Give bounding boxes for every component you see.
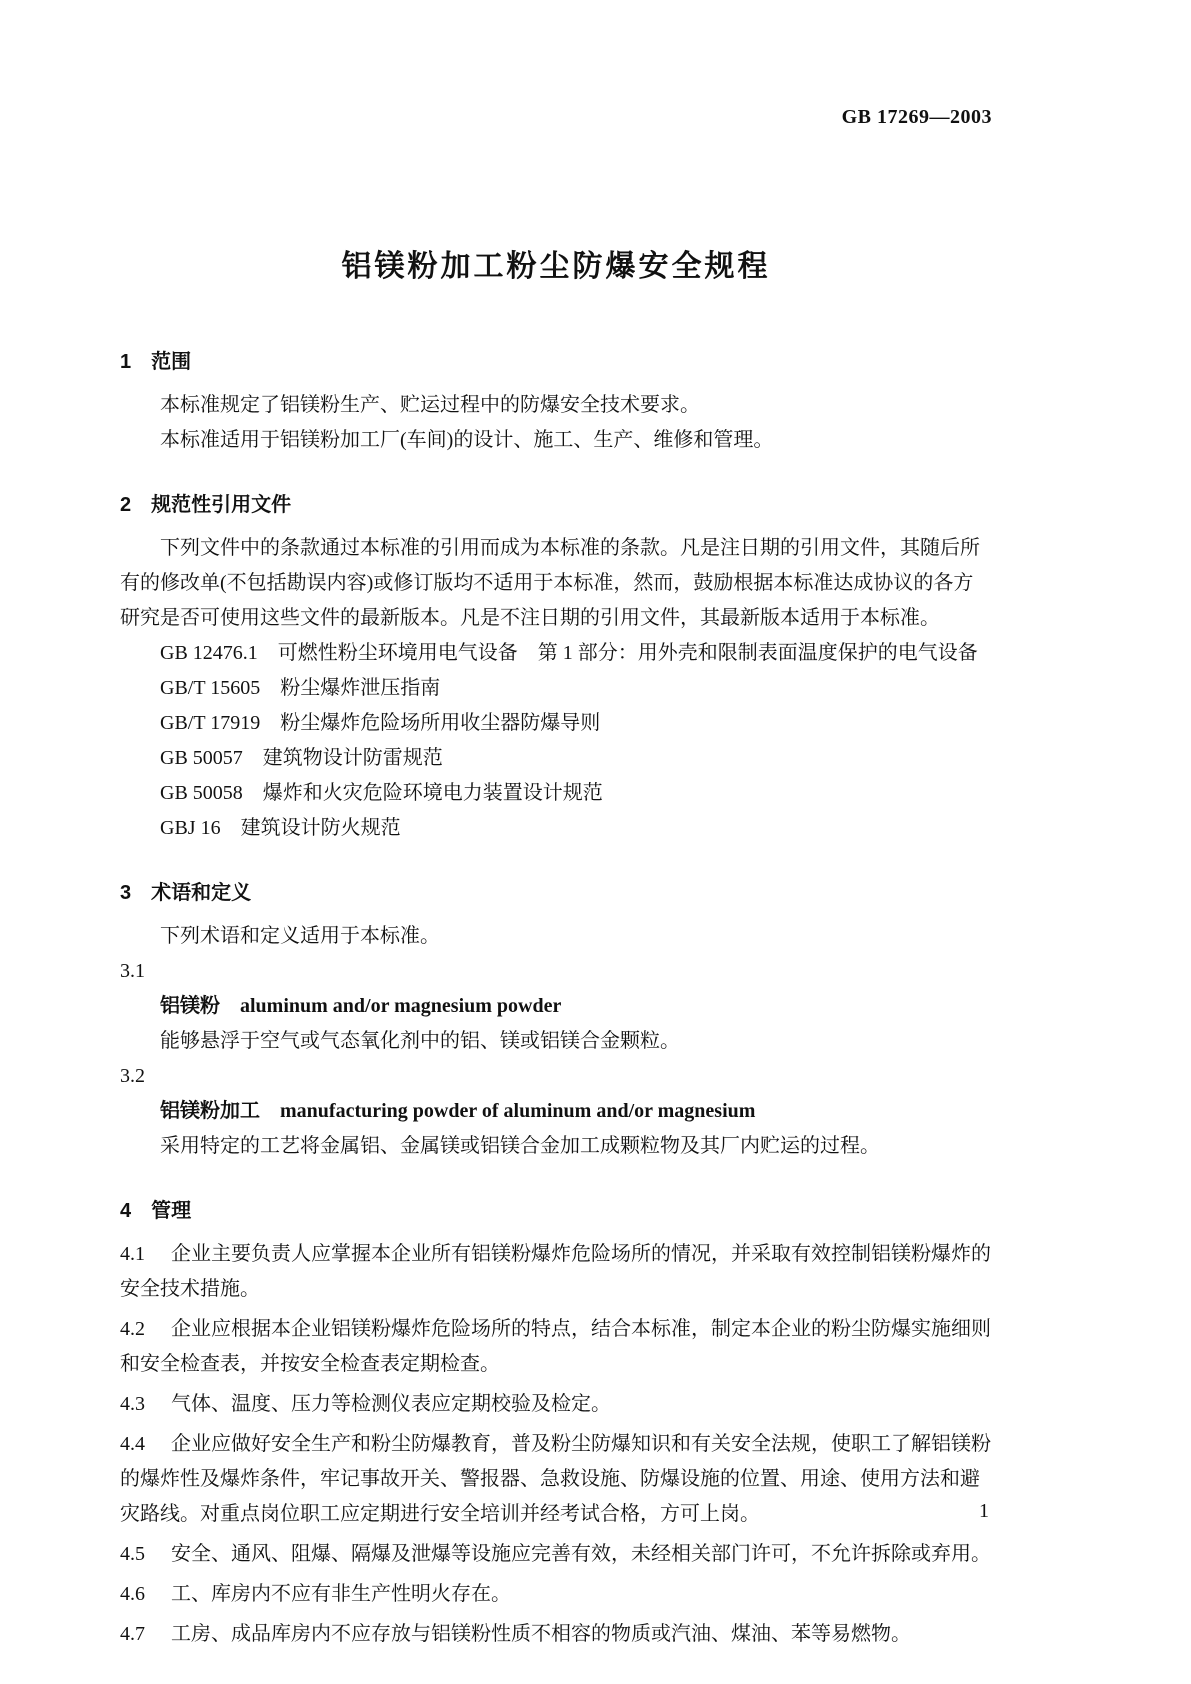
clause-text: 企业应根据本企业铝镁粉爆炸危险场所的特点，结合本标准，制定本企业的粉尘防爆实施细则和安全检查表，并按安全检查表定期检查。 [120, 1318, 991, 1375]
section-3-heading [120, 876, 992, 905]
section-4-title: 管理 [151, 1200, 192, 1222]
clause-number: 4.2 [120, 1318, 145, 1340]
document-title: 铝镁粉加工粉尘防爆安全规程 [341, 250, 771, 283]
term-title: 铝镁粉加工 manufacturing powder of aluminum and/or magnesium [160, 1100, 756, 1122]
clause-4-7 [120, 1617, 992, 1652]
page-number: 1 [979, 1500, 989, 1522]
clause-number: 4.1 [120, 1243, 145, 1265]
section-4-number: 4 [120, 1200, 132, 1222]
clause-4-1 [120, 1237, 992, 1307]
section-2-title: 规范性引用文件 [151, 494, 292, 516]
term-definition: 能够悬浮于空气或气态氧化剂中的铝、镁或铝镁合金颗粒。 [160, 1030, 680, 1052]
reference-item: GBJ 16 建筑设计防火规范 [160, 817, 401, 839]
clause-text: 工、库房内不应有非生产性明火存在。 [171, 1583, 511, 1605]
clause-number: 4.7 [120, 1623, 145, 1645]
reference-item: GB/T 15605 粉尘爆炸泄压指南 [160, 677, 441, 699]
reference-list [120, 636, 992, 846]
clause-text: 工房、成品库房内不应存放与铝镁粉性质不相容的物质或汽油、煤油、苯等易燃物。 [171, 1623, 911, 1645]
clause-4-6 [120, 1577, 992, 1612]
section-3-title: 术语和定义 [151, 882, 252, 904]
clause-4-4 [120, 1427, 992, 1532]
section-1-title: 范围 [151, 351, 192, 373]
section-3-number: 3 [120, 882, 132, 904]
clause-4-2 [120, 1312, 992, 1382]
section-1-paragraph: 本标准规定了铝镁粉生产、贮运过程中的防爆安全技术要求。 [160, 394, 700, 416]
section-4-heading [120, 1194, 992, 1223]
reference-item: GB 12476.1 可燃性粉尘环境用电气设备 第 1 部分：用外壳和限制表面温度保护的电气设备 [160, 642, 978, 664]
term-title: 铝镁粉 aluminum and/or magnesium powder [160, 995, 562, 1017]
section-2-heading [120, 488, 992, 517]
reference-item: GB/T 17919 粉尘爆炸危险场所用收尘器防爆导则 [160, 712, 601, 734]
term-definition: 采用特定的工艺将金属铝、金属镁或铝镁合金加工成颗粒物及其厂内贮运的过程。 [160, 1135, 880, 1157]
clause-4-5 [120, 1537, 992, 1572]
reference-item: GB 50058 爆炸和火灾危险环境电力装置设计规范 [160, 782, 603, 804]
clause-number: 4.6 [120, 1583, 145, 1605]
clause-text: 气体、温度、压力等检测仪表应定期校验及检定。 [171, 1393, 611, 1415]
page-content [120, 106, 992, 1657]
standard-number: GB 17269—2003 [841, 106, 992, 128]
term-number: 3.2 [120, 1065, 145, 1087]
clause-text: 安全、通风、阻爆、隔爆及泄爆等设施应完善有效，未经相关部门许可，不允许拆除或弃用。 [171, 1543, 991, 1565]
term-number: 3.1 [120, 960, 145, 982]
clause-number: 4.4 [120, 1433, 145, 1455]
reference-item: GB 50057 建筑物设计防雷规范 [160, 747, 443, 769]
clause-text: 企业主要负责人应掌握本企业所有铝镁粉爆炸危险场所的情况，并采取有效控制铝镁粉爆炸的安全技术措施。 [120, 1243, 991, 1300]
clause-number: 4.5 [120, 1543, 145, 1565]
section-2-number: 2 [120, 494, 132, 516]
clause-number: 4.3 [120, 1393, 145, 1415]
section-3-intro: 下列术语和定义适用于本标准。 [160, 925, 440, 947]
section-1-number: 1 [120, 351, 132, 373]
section-1-heading [120, 345, 992, 374]
clause-4-3 [120, 1387, 992, 1422]
section-1-paragraph: 本标准适用于铝镁粉加工厂(车间)的设计、施工、生产、维修和管理。 [160, 429, 774, 451]
clause-text: 企业应做好安全生产和粉尘防爆教育，普及粉尘防爆知识和有关安全法规，使职工了解铝镁粉的爆炸性及爆炸条件，牢记事故开关、警报器、急救设施、防爆设施的位置、用途、使用方法和避灾路线。对重点岗位职工应定期进行安全培训并经考试合格，方可上岗。 [120, 1433, 991, 1525]
section-2-intro: 下列文件中的条款通过本标准的引用而成为本标准的条款。凡是注日期的引用文件，其随后所有的修改单(不包括勘误内容)或修订版均不适用于本标准，然而，鼓励根据本标准达成协议的各方研究是否可使用这些文件的最新版本。凡是不注日期的引用文件，其最新版本适用于本标准。 [120, 537, 980, 629]
